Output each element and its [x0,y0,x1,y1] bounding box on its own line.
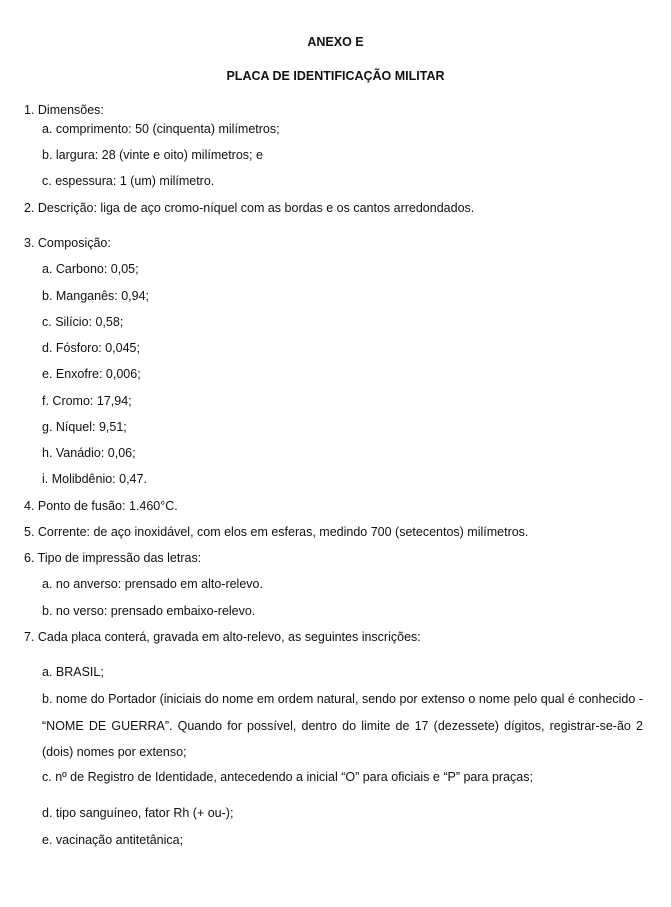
document-title: PLACA DE IDENTIFICAÇÃO MILITAR [226,69,445,83]
item-3h-vanadium: h. Vanádio: 0,06; [42,446,136,460]
item-7c-id-registration: c. nº de Registro de Identidade, antecedendo a inicial “O” para oficiais e “P” para praças; [42,770,533,784]
item-4-melting-point: 4. Ponto de fusão: 1.460°C. [24,499,178,513]
item-3c-silicon: c. Silício: 0,58; [42,315,124,329]
annex-heading: ANEXO E [307,35,364,49]
item-3g-nickel: g. Níquel: 9,51; [42,420,127,434]
item-5-chain: 5. Corrente: de aço inoxidável, com elos em esferas, medindo 700 (setecentos) milímetros. [24,525,529,539]
item-6a-obverse: a. no anverso: prensado em alto-relevo. [42,577,263,591]
item-3d-phosphorus: d. Fósforo: 0,045; [42,341,140,355]
item-3a-carbon: a. Carbono: 0,05; [42,262,139,276]
item-7a-brasil: a. BRASIL; [42,665,104,679]
item-3b-manganese: b. Manganês: 0,94; [42,289,150,303]
item-1-dimensions: 1. Dimensões: [24,103,104,117]
item-1a-length: a. comprimento: 50 (cinquenta) milímetros; [42,122,280,136]
item-7b-bearer-name: b. nome do Portador (iniciais do nome em ordem natural, sendo por extenso o nome pelo qual é conhecido - “NOME DE GUERRA”. Quando for possível, dentro do limite de 17 (dezessete) dígitos, registrar-se-ão 2 (dois) nomes por extenso; [42,692,643,759]
item-7-inscriptions: 7. Cada placa conterá, gravada em alto-relevo, as seguintes inscrições: [24,630,421,644]
item-3f-chromium: f. Cromo: 17,94; [42,394,132,408]
item-3-composition: 3. Composição: [24,236,111,250]
item-6b-reverse: b. no verso: prensado embaixo-relevo. [42,604,256,618]
item-3i-molybdenum: i. Molibdênio: 0,47. [42,472,147,486]
item-3e-sulfur: e. Enxofre: 0,006; [42,367,141,381]
item-1b-width: b. largura: 28 (vinte e oito) milímetros; e [42,148,263,162]
item-1c-thickness: c. espessura: 1 (um) milímetro. [42,174,215,188]
item-7e-tetanus-vaccination: e. vacinação antitetânica; [42,833,184,847]
item-2-description: 2. Descrição: liga de aço cromo-níquel com as bordas e os cantos arredondados. [24,201,475,215]
item-7d-blood-type: d. tipo sanguíneo, fator Rh (+ ou-); [42,806,234,820]
item-6-print-type: 6. Tipo de impressão das letras: [24,551,202,565]
